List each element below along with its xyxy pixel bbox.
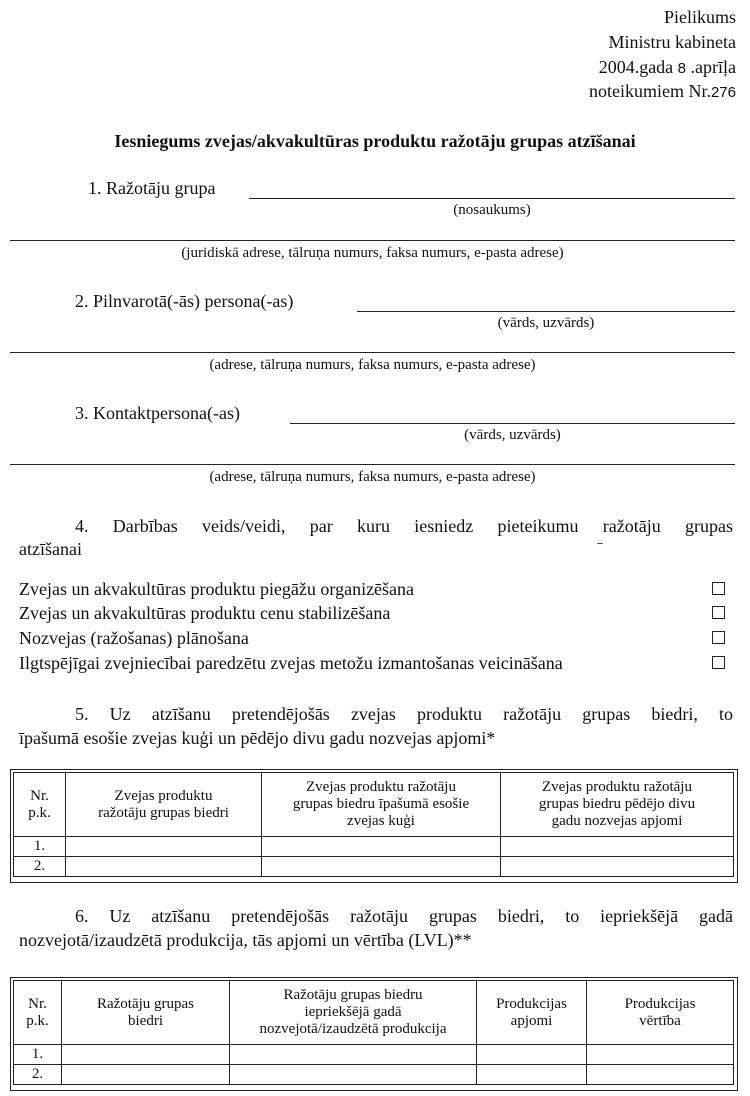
contact-person-label: 3. Kontaktpersona(-as) [75, 403, 240, 423]
activity-option-4-checkbox[interactable] [712, 656, 725, 669]
table5-header-row [14, 773, 734, 837]
authorized-person-name-line[interactable] [357, 311, 735, 312]
table6-header-members: Ražotāju grupas biedri [62, 981, 230, 1045]
table6-row-2-members[interactable] [62, 1065, 230, 1085]
table-row [14, 1045, 734, 1065]
table6-row-1-members[interactable] [62, 1045, 230, 1065]
table6-header-row [14, 981, 734, 1045]
members-vessels-heading-cont: īpašumā esošie zvejas kuģi un pēdējo divu gadu nozvejas apjomi* [19, 728, 496, 748]
table5-row-1-catch[interactable] [501, 837, 734, 857]
table5-row-2-catch[interactable] [501, 857, 734, 877]
table5-row-1-vessels[interactable] [262, 837, 501, 857]
appendix-label: Pielikums [663, 7, 736, 27]
activity-option-1-checkbox[interactable] [712, 582, 725, 595]
reg-number-value: 276 [710, 84, 736, 101]
activity-option-2-label: Zvejas un akvakultūras produktu cenu stabilizēšana [19, 603, 391, 623]
date-year: 2004.gada [598, 57, 674, 77]
table6-row-1-value[interactable] [587, 1045, 734, 1065]
activity-option-3-checkbox[interactable] [712, 631, 725, 644]
authorized-person-address-line[interactable] [10, 352, 735, 353]
table5-header-members: Zvejas produktu ražotāju grupas biedri [66, 773, 262, 837]
producer-group-label: 1. Ražotāju grupa [88, 178, 216, 198]
table5-header-catch: Zvejas produktu ražotāju grupas biedru pēdējo divu gadu nozvejas apjomi [501, 773, 734, 837]
table6-row-2-volume[interactable] [477, 1065, 587, 1085]
table5-row-2-members[interactable] [66, 857, 262, 877]
table5-row-2-nr: 2. [14, 857, 66, 877]
table6-row-2-value[interactable] [587, 1065, 734, 1085]
producer-group-name-caption: (nosaukums) [453, 202, 531, 218]
table5-row-2-vessels[interactable] [262, 857, 501, 877]
producer-group-address-line[interactable] [10, 240, 735, 241]
authorized-person-label: 2. Pilnvarotā(-ās) persona(-as) [75, 291, 294, 311]
members-vessels-table [13, 772, 734, 877]
activity-option-3-label: Nozvejas (ražošanas) plānošana [19, 628, 249, 648]
table6-row-2-production[interactable] [230, 1065, 477, 1085]
members-vessels-heading: 5. Uz atzīšanu pretendējošās zvejas produktu ražotāju grupas biedri, to [75, 704, 733, 724]
activity-option-4-label: Ilgtspējīgai zvejniecībai paredzētu zvejas metožu izmantošanas veicināšana [19, 653, 563, 673]
activity-types-heading: 4. Darbības veids/veidi, par kuru iesniedz pieteikumu ražotāju grupas [75, 516, 733, 536]
date-day: 8 [677, 60, 687, 77]
authorized-person-name-caption: (vārds, uzvārds) [497, 315, 595, 331]
table5-header-nr: Nr. p.k. [14, 773, 66, 837]
table5-row-1-nr: 1. [14, 837, 66, 857]
table6-row-1-nr: 1. [14, 1045, 62, 1065]
table6-header-value: Produkcijas vērtība [587, 981, 734, 1045]
regulation-number [589, 80, 736, 104]
production-heading: 6. Uz atzīšanu pretendējošās ražotāju grupas biedri, to iepriekšējā gadā [75, 906, 733, 926]
table6-row-1-production[interactable] [230, 1045, 477, 1065]
document-title: Iesniegums zvejas/akvakultūras produktu ražotāju grupas atzīšanai [114, 131, 636, 151]
table6-header-production: Ražotāju grupas biedru iepriekšējā gadā nozvejotā/izaudzētā produkcija [230, 981, 477, 1045]
cabinet-label: Ministru kabineta [608, 32, 736, 52]
table6-row-2-nr: 2. [14, 1065, 62, 1085]
table-row [14, 857, 734, 877]
production-table [13, 980, 734, 1085]
table5-header-vessels: Zvejas produktu ražotāju grupas biedru īpašumā esošie zvejas kuģi [262, 773, 501, 837]
production-heading-cont: nozvejotā/izaudzētā produkcija, tās apjomi un vērtība (LVL)** [19, 930, 472, 950]
authorized-person-address-caption: (adrese, tālruņa numurs, faksa numurs, e-pasta adrese) [209, 357, 536, 373]
stray-mark [597, 543, 603, 544]
regulation-date [599, 56, 736, 80]
contact-person-address-caption: (adrese, tālruņa numurs, faksa numurs, e-pasta adrese) [209, 469, 536, 485]
table6-header-volume: Produkcijas apjomi [477, 981, 587, 1045]
table-row [14, 837, 734, 857]
table5-row-1-members[interactable] [66, 837, 262, 857]
reg-number-prefix: noteikumiem Nr. [588, 81, 711, 101]
activity-option-2-checkbox[interactable] [712, 606, 725, 619]
date-month: .aprīļa [690, 57, 736, 77]
activity-option-1-label: Zvejas un akvakultūras produktu piegāžu organizēšana [19, 579, 415, 599]
producer-group-address-caption: (juridiskā adrese, tālruņa numurs, faksa numurs, e-pasta adrese) [181, 245, 564, 261]
contact-person-name-line[interactable] [290, 423, 735, 424]
contact-person-address-line[interactable] [10, 464, 735, 465]
producer-group-name-line[interactable] [249, 198, 735, 199]
table-row [14, 1065, 734, 1085]
table6-row-1-volume[interactable] [477, 1045, 587, 1065]
table6-header-nr: Nr. p.k. [14, 981, 62, 1045]
contact-person-name-caption: (vārds, uzvārds) [464, 427, 561, 443]
activity-types-heading-cont: atzīšanai [19, 539, 82, 559]
